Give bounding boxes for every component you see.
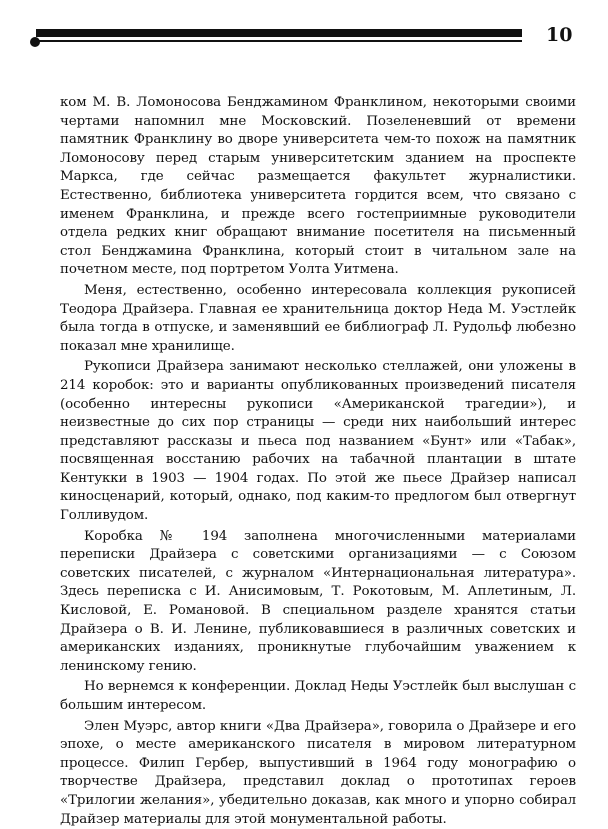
header-ornament [30, 37, 40, 47]
page-number: 10 [546, 24, 573, 46]
paragraph-box-194: Коробка № 194 заполнена многочисленными материалами переписки Драйзера с советскими организациями — с Союзом советских писателей, с журналом «Интернациональная литература». Здесь переписка с И. Анисимовым, Т. Рокотовым, М. Аплетиным, Л. Кисловой, Е. Романовой. В специальном разделе хранятся статьи Драйзера о В. И. Ленине, публиковавшиеся в различных советских и американских изданиях, проникнутые глубочайшим уважением к ленинскому гению. [60, 528, 576, 674]
header-rule [36, 29, 522, 37]
paragraph-speakers: Элен Муэрс, автор книги «Два Драйзера», говорила о Драйзере и его эпохе, о месте американского писателя в мировом литературном процессе. Филип Гербер, выпустивший в 1964 году монографию о творчестве Драйзера, представил доклад о прототипах героев «Трилогии желания», убедительно доказав, как много и упорно собирал Драйзер материалы для этой монументальной работы. [60, 718, 576, 827]
text-body [60, 94, 576, 829]
paragraph-manuscripts: Рукописи Драйзера занимают несколько стеллажей, они уложены в 214 коробок: это и варианты опубликованных произведений писателя (особенно интересны рукописи «Американской трагедии»), и неизвестные до сих пор страницы — среди них наибольший интерес представляют рассказы и пьеса под названием «Бунт» или «Табак», посвященная восстанию рабочих на табачной плантации в штате Кентукки в 1903 — 1904 годах. По этой же пьесе Драйзер написал киносценарий, который, однако, под каким-то предлогом был отвергнут Голливудом. [60, 359, 576, 524]
paragraph-dreiser-collection: Меня, естественно, особенно интересовала коллекция рукописей Теодора Драйзера. Главная ее хранительница доктор Неда М. Уэстлейк была тогда в отпуске, и заменявший ее библиограф Л. Рудольф любезно показал мне хранилище. [60, 282, 576, 354]
paragraph-conference: Но вернемся к конференции. Доклад Неды Уэстлейк был выслушан с большим интересом. [60, 679, 576, 713]
paragraph-continuation: ком М. В. Ломоносова Бенджамином Франклином, некоторыми своими чертами напомнил мне Московский. Позеленевший от времени памятник Франклину во дворе университета чем-то похож на памятник Ломоносову перед старым университетским зданием на проспекте Маркса, где сейчас размещается факультет журналистики. Естественно, библиотека университета гордится всем, что связано с именем Франклина, и прежде всего гостеприимные руководители отдела редких книг обращают внимание посетителя на письменный стол Бенджамина Франклина, который стоит в читальном зале на почетном месте, под портретом Уолта Уитмена. [60, 95, 576, 278]
header-rule-thin [36, 40, 522, 42]
